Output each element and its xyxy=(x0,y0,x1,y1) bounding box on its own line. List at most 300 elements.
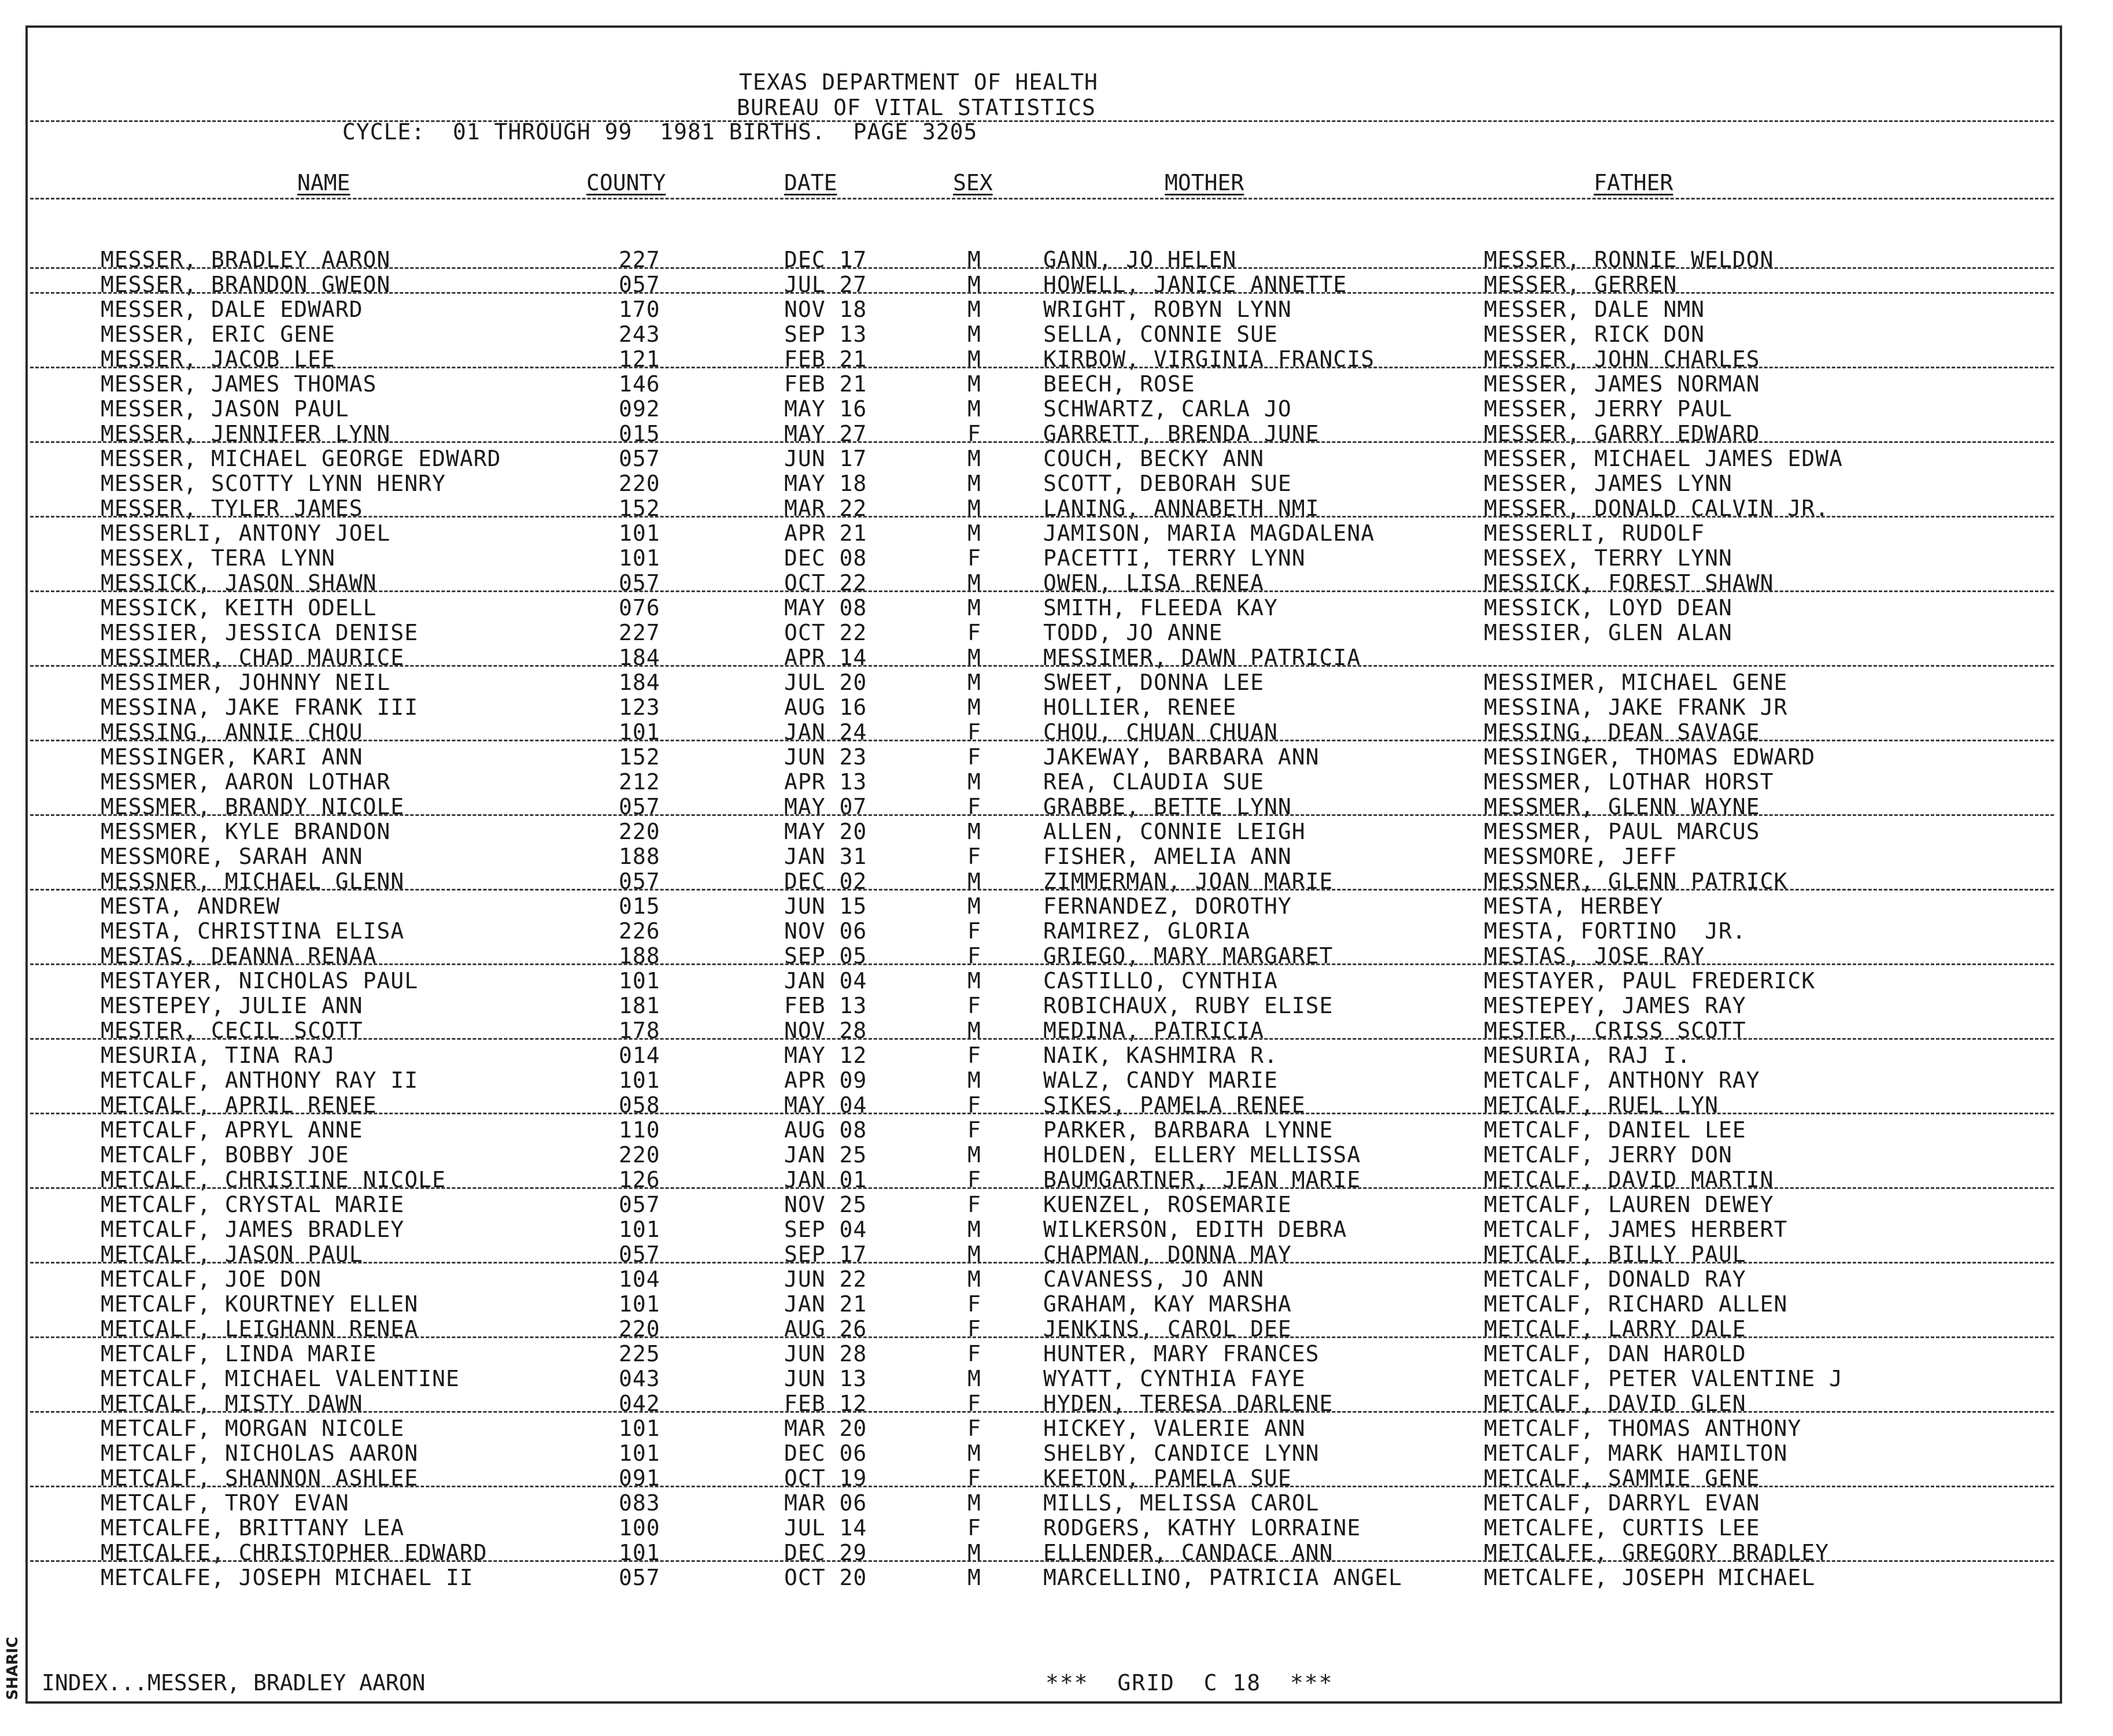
record-name: MESSICK, KEITH ODELL xyxy=(101,595,377,620)
record-sex: F xyxy=(967,1291,981,1317)
record-father: METCALF, LAUREN DEWEY xyxy=(1484,1192,1774,1217)
record-county: 042 xyxy=(619,1391,660,1416)
record-name: MESSER, JACOB LEE xyxy=(101,346,335,372)
record-row xyxy=(0,1168,2113,1192)
record-sex: M xyxy=(967,247,981,272)
record-row xyxy=(0,1491,2113,1516)
record-sex: F xyxy=(967,993,981,1018)
record-date: APR 13 xyxy=(784,769,867,795)
record-date: SEP 17 xyxy=(784,1242,867,1267)
record-sex: M xyxy=(967,1540,981,1565)
record-father: METCALF, DAVID MARTIN xyxy=(1484,1167,1774,1192)
record-county: 057 xyxy=(619,1242,660,1267)
record-mother: CHAPMAN, DONNA MAY xyxy=(1043,1242,1292,1267)
record-mother: KEETON, PAMELA SUE xyxy=(1043,1465,1292,1491)
record-date: JAN 31 xyxy=(784,844,867,869)
record-date: AUG 26 xyxy=(784,1316,867,1342)
record-row xyxy=(0,1317,2113,1342)
record-sex: M xyxy=(967,819,981,844)
record-name: METCALF, JAMES BRADLEY xyxy=(101,1217,405,1242)
record-sex: F xyxy=(967,545,981,571)
record-date: JAN 21 xyxy=(784,1291,867,1317)
record-sex: F xyxy=(967,1416,981,1441)
record-father: MESSICK, FOREST SHAWN xyxy=(1484,570,1774,596)
record-sex: M xyxy=(967,396,981,422)
record-date: JAN 04 xyxy=(784,968,867,993)
record-county: 152 xyxy=(619,744,660,770)
record-sex: M xyxy=(967,1266,981,1292)
record-sex: F xyxy=(967,1192,981,1217)
record-county: 043 xyxy=(619,1366,660,1391)
record-father: MESSICK, LOYD DEAN xyxy=(1484,595,1732,620)
record-father: METCALFE, JOSEPH MICHAEL xyxy=(1484,1565,1816,1590)
record-mother: MARCELLINO, PATRICIA ANGEL xyxy=(1043,1565,1402,1590)
record-name: METCALF, ANTHONY RAY II xyxy=(101,1068,419,1093)
record-date: NOV 06 xyxy=(784,918,867,944)
record-date: OCT 19 xyxy=(784,1465,867,1491)
column-header-date: DATE xyxy=(784,170,837,195)
record-date: MAR 06 xyxy=(784,1490,867,1516)
record-name: MESSER, DALE EDWARD xyxy=(101,297,363,322)
record-row xyxy=(0,496,2113,521)
record-county: 178 xyxy=(619,1018,660,1043)
record-date: AUG 16 xyxy=(784,695,867,720)
record-row xyxy=(0,1043,2113,1068)
record-name: METCALF, KOURTNEY ELLEN xyxy=(101,1291,419,1317)
record-father: MESSING, DEAN SAVAGE xyxy=(1484,719,1760,745)
record-father: METCALF, DONALD RAY xyxy=(1484,1266,1746,1292)
record-father: METCALF, JAMES HERBERT xyxy=(1484,1217,1788,1242)
cycle-line: CYCLE: 01 THROUGH 99 1981 BIRTHS. PAGE 3205 xyxy=(342,119,978,145)
record-mother: OWEN, LISA RENEA xyxy=(1043,570,1265,596)
record-county: 184 xyxy=(619,645,660,670)
record-father: MESTAS, JOSE RAY xyxy=(1484,943,1705,969)
record-county: 101 xyxy=(619,1540,660,1565)
record-mother: ROBICHAUX, RUBY ELISE xyxy=(1043,993,1333,1018)
record-father: MESSIMER, MICHAEL GENE xyxy=(1484,670,1788,695)
column-header-divider xyxy=(30,198,2054,200)
record-sex: M xyxy=(967,1018,981,1043)
record-row xyxy=(0,1018,2113,1043)
record-date: MAY 18 xyxy=(784,471,867,496)
record-county: 152 xyxy=(619,496,660,521)
record-county: 101 xyxy=(619,968,660,993)
record-mother: GANN, JO HELEN xyxy=(1043,247,1237,272)
record-name: METCALF, LEIGHANN RENEA xyxy=(101,1316,419,1342)
record-father: MESSEX, TERRY LYNN xyxy=(1484,545,1732,571)
record-father: MESSMORE, JEFF xyxy=(1484,844,1678,869)
record-row xyxy=(0,422,2113,446)
record-date: SEP 05 xyxy=(784,943,867,969)
record-county: 227 xyxy=(619,247,660,272)
record-name: METCALF, JOE DON xyxy=(101,1266,322,1292)
record-county: 104 xyxy=(619,1266,660,1292)
record-county: 101 xyxy=(619,1416,660,1441)
record-date: OCT 20 xyxy=(784,1565,867,1590)
column-header-mother: MOTHER xyxy=(1165,170,1244,195)
record-mother: PARKER, BARBARA LYNNE xyxy=(1043,1117,1333,1143)
record-date: DEC 02 xyxy=(784,869,867,894)
record-father: MESSNER, GLENN PATRICK xyxy=(1484,869,1788,894)
record-row xyxy=(0,620,2113,645)
record-father: MESSER, RONNIE WELDON xyxy=(1484,247,1774,272)
record-county: 126 xyxy=(619,1167,660,1192)
record-sex: M xyxy=(967,695,981,720)
record-name: MESSIER, JESSICA DENISE xyxy=(101,620,419,645)
record-row xyxy=(0,1466,2113,1491)
record-father: METCALF, BILLY PAUL xyxy=(1484,1242,1746,1267)
record-name: MESSER, JASON PAUL xyxy=(101,396,349,422)
record-name: METCALF, APRIL RENEE xyxy=(101,1092,377,1118)
record-row xyxy=(0,272,2113,297)
header-divider xyxy=(30,120,2054,122)
record-date: AUG 08 xyxy=(784,1117,867,1143)
record-sex: M xyxy=(967,371,981,397)
record-name: MESSER, TYLER JAMES xyxy=(101,496,363,521)
record-father: MESSER, DONALD CALVIN JR. xyxy=(1484,496,1829,521)
record-date: JAN 25 xyxy=(784,1142,867,1168)
record-father: MESSINA, JAKE FRANK JR xyxy=(1484,695,1788,720)
record-row xyxy=(0,670,2113,695)
record-county: 227 xyxy=(619,620,660,645)
record-row xyxy=(0,944,2113,969)
record-mother: COUCH, BECKY ANN xyxy=(1043,446,1265,471)
record-sex: M xyxy=(967,1242,981,1267)
record-mother: TODD, JO ANNE xyxy=(1043,620,1223,645)
record-name: METCALF, NICHOLAS AARON xyxy=(101,1440,419,1466)
record-row xyxy=(0,446,2113,471)
record-county: 226 xyxy=(619,918,660,944)
record-row xyxy=(0,969,2113,993)
record-name: MESSING, ANNIE CHOU xyxy=(101,719,363,745)
record-mother: MILLS, MELISSA CAROL xyxy=(1043,1490,1320,1516)
record-name: MESSINA, JAKE FRANK III xyxy=(101,695,419,720)
record-sex: F xyxy=(967,1465,981,1491)
record-county: 076 xyxy=(619,595,660,620)
record-name: METCALFE, CHRISTOPHER EDWARD xyxy=(101,1540,487,1565)
record-mother: WILKERSON, EDITH DEBRA xyxy=(1043,1217,1347,1242)
record-sex: M xyxy=(967,1142,981,1168)
record-sex: M xyxy=(967,1490,981,1516)
record-father: MESSER, JERRY PAUL xyxy=(1484,396,1732,422)
record-name: METCALF, LINDA MARIE xyxy=(101,1341,377,1366)
record-date: MAY 20 xyxy=(784,819,867,844)
record-mother: BAUMGARTNER, JEAN MARIE xyxy=(1043,1167,1361,1192)
record-date: MAY 07 xyxy=(784,794,867,819)
record-sex: M xyxy=(967,520,981,546)
record-father: MESSMER, PAUL MARCUS xyxy=(1484,819,1760,844)
bureau-title: BUREAU OF VITAL STATISTICS xyxy=(737,95,1096,120)
record-father: MESSER, GARRY EDWARD xyxy=(1484,421,1760,446)
record-row xyxy=(0,720,2113,745)
record-sex: F xyxy=(967,1167,981,1192)
record-mother: RODGERS, KATHY LORRAINE xyxy=(1043,1515,1361,1541)
record-sex: F xyxy=(967,1117,981,1143)
record-date: APR 21 xyxy=(784,520,867,546)
record-mother: GRAHAM, KAY MARSHA xyxy=(1043,1291,1292,1317)
record-county: 101 xyxy=(619,545,660,571)
record-father: MESSIER, GLEN ALAN xyxy=(1484,620,1732,645)
record-date: JUN 17 xyxy=(784,446,867,471)
record-father: MESTA, HERBEY xyxy=(1484,893,1664,919)
record-name: METCALF, APRYL ANNE xyxy=(101,1117,363,1143)
record-row xyxy=(0,1541,2113,1565)
record-row xyxy=(0,993,2113,1018)
record-row xyxy=(0,1143,2113,1168)
record-sex: M xyxy=(967,272,981,297)
record-county: 014 xyxy=(619,1043,660,1068)
record-date: MAR 20 xyxy=(784,1416,867,1441)
record-name: MESSER, BRADLEY AARON xyxy=(101,247,391,272)
record-name: MESSER, ERIC GENE xyxy=(101,322,335,347)
record-sex: F xyxy=(967,1092,981,1118)
record-name: MESSICK, JASON SHAWN xyxy=(101,570,377,596)
record-mother: LANING, ANNABETH NMI xyxy=(1043,496,1320,521)
record-county: 184 xyxy=(619,670,660,695)
record-sex: M xyxy=(967,322,981,347)
record-name: MESTAYER, NICHOLAS PAUL xyxy=(101,968,419,993)
record-row xyxy=(0,471,2113,496)
record-row xyxy=(0,521,2113,546)
record-date: MAR 22 xyxy=(784,496,867,521)
record-mother: HICKEY, VALERIE ANN xyxy=(1043,1416,1306,1441)
record-name: MESSIMER, CHAD MAURICE xyxy=(101,645,405,670)
record-name: METCALF, TROY EVAN xyxy=(101,1490,349,1516)
record-sex: F xyxy=(967,794,981,819)
record-date: MAY 27 xyxy=(784,421,867,446)
record-sex: M xyxy=(967,645,981,670)
record-name: METCALF, CHRISTINE NICOLE xyxy=(101,1167,446,1192)
record-date: JUN 23 xyxy=(784,744,867,770)
record-name: MESSEX, TERA LYNN xyxy=(101,545,335,571)
record-sex: M xyxy=(967,1366,981,1391)
record-sex: M xyxy=(967,1440,981,1466)
record-name: METCALF, MORGAN NICOLE xyxy=(101,1416,405,1441)
record-father: MESSINGER, THOMAS EDWARD xyxy=(1484,744,1816,770)
record-row xyxy=(0,1292,2113,1317)
record-date: JUL 20 xyxy=(784,670,867,695)
record-sex: F xyxy=(967,918,981,944)
sharic-stamp: SHARIC xyxy=(4,1637,21,1700)
record-sex: F xyxy=(967,620,981,645)
record-row xyxy=(0,1441,2113,1466)
record-mother: ZIMMERMAN, JOAN MARIE xyxy=(1043,869,1333,894)
record-name: MESURIA, TINA RAJ xyxy=(101,1043,335,1068)
record-date: OCT 22 xyxy=(784,620,867,645)
column-header-father: FATHER xyxy=(1594,170,1674,195)
record-sex: M xyxy=(967,893,981,919)
record-county: 101 xyxy=(619,1440,660,1466)
record-mother: ALLEN, CONNIE LEIGH xyxy=(1043,819,1306,844)
record-mother: WALZ, CANDY MARIE xyxy=(1043,1068,1278,1093)
record-mother: HYDEN, TERESA DARLENE xyxy=(1043,1391,1333,1416)
record-row xyxy=(0,1118,2113,1143)
record-row xyxy=(0,645,2113,670)
record-mother: NAIK, KASHMIRA R. xyxy=(1043,1043,1278,1068)
record-date: NOV 28 xyxy=(784,1018,867,1043)
record-sex: M xyxy=(967,1217,981,1242)
record-sex: M xyxy=(967,769,981,795)
record-father: MESSMER, LOTHAR HORST xyxy=(1484,769,1774,795)
record-sex: M xyxy=(967,496,981,521)
record-row xyxy=(0,1416,2113,1441)
record-date: JAN 24 xyxy=(784,719,867,745)
record-sex: M xyxy=(967,570,981,596)
record-county: 220 xyxy=(619,1142,660,1168)
column-header-name: NAME xyxy=(297,170,350,195)
record-father: MESSER, JAMES LYNN xyxy=(1484,471,1732,496)
record-row xyxy=(0,819,2113,844)
record-county: 057 xyxy=(619,1192,660,1217)
record-sex: M xyxy=(967,1068,981,1093)
record-name: MESTA, CHRISTINA ELISA xyxy=(101,918,405,944)
record-row xyxy=(0,372,2113,397)
record-county: 100 xyxy=(619,1515,660,1541)
record-county: 225 xyxy=(619,1341,660,1366)
record-county: 092 xyxy=(619,396,660,422)
record-date: MAY 12 xyxy=(784,1043,867,1068)
record-name: MESTER, CECIL SCOTT xyxy=(101,1018,363,1043)
record-date: MAY 04 xyxy=(784,1092,867,1118)
record-date: OCT 22 xyxy=(784,570,867,596)
record-mother: WRIGHT, ROBYN LYNN xyxy=(1043,297,1292,322)
record-sex: M xyxy=(967,1565,981,1590)
record-sex: M xyxy=(967,446,981,471)
record-date: MAY 16 xyxy=(784,396,867,422)
record-county: 057 xyxy=(619,570,660,596)
record-county: 101 xyxy=(619,1291,660,1317)
record-name: METCALF, MISTY DAWN xyxy=(101,1391,363,1416)
record-date: JUN 28 xyxy=(784,1341,867,1366)
record-name: MESSER, SCOTTY LYNN HENRY xyxy=(101,471,446,496)
record-sex: F xyxy=(967,1515,981,1541)
record-father: METCALF, SAMMIE GENE xyxy=(1484,1465,1760,1491)
record-county: 057 xyxy=(619,869,660,894)
record-name: MESSER, JENNIFER LYNN xyxy=(101,421,391,446)
record-mother: HUNTER, MARY FRANCES xyxy=(1043,1341,1320,1366)
record-row xyxy=(0,894,2113,919)
record-date: APR 09 xyxy=(784,1068,867,1093)
record-father: MESSER, GERREN xyxy=(1484,272,1678,297)
record-mother: SMITH, FLEEDA KAY xyxy=(1043,595,1278,620)
record-sex: F xyxy=(967,719,981,745)
record-sex: M xyxy=(967,968,981,993)
record-name: MESSER, MICHAEL GEORGE EDWARD xyxy=(101,446,501,471)
record-father: MESSERLI, RUDOLF xyxy=(1484,520,1705,546)
record-mother: CAVANESS, JO ANN xyxy=(1043,1266,1265,1292)
record-county: 015 xyxy=(619,421,660,446)
record-row xyxy=(0,1516,2113,1541)
record-date: MAY 08 xyxy=(784,595,867,620)
record-row xyxy=(0,919,2113,944)
record-father: MESSER, DALE NMN xyxy=(1484,297,1705,322)
record-date: FEB 21 xyxy=(784,346,867,372)
record-name: METCALF, JASON PAUL xyxy=(101,1242,363,1267)
column-header-sex: SEX xyxy=(953,170,993,195)
record-mother: KUENZEL, ROSEMARIE xyxy=(1043,1192,1292,1217)
record-name: METCALF, SHANNON ASHLEE xyxy=(101,1465,419,1491)
record-name: METCALFE, JOSEPH MICHAEL II xyxy=(101,1565,474,1590)
record-county: 121 xyxy=(619,346,660,372)
record-county: 220 xyxy=(619,1316,660,1342)
record-row xyxy=(0,795,2113,819)
record-father: MESSMER, GLENN WAYNE xyxy=(1484,794,1760,819)
record-name: MESSMER, AARON LOTHAR xyxy=(101,769,391,795)
record-county: 057 xyxy=(619,1565,660,1590)
record-father: MESSER, JAMES NORMAN xyxy=(1484,371,1760,397)
record-mother: BEECH, ROSE xyxy=(1043,371,1195,397)
record-mother: JAMISON, MARIA MAGDALENA xyxy=(1043,520,1375,546)
record-row xyxy=(0,1391,2113,1416)
record-mother: HOLDEN, ELLERY MELLISSA xyxy=(1043,1142,1361,1168)
record-father: METCALF, DARRYL EVAN xyxy=(1484,1490,1760,1516)
record-name: METCALF, MICHAEL VALENTINE xyxy=(101,1366,460,1391)
record-county: 188 xyxy=(619,844,660,869)
record-row xyxy=(0,322,2113,347)
record-name: MESTA, ANDREW xyxy=(101,893,280,919)
record-date: JUN 13 xyxy=(784,1366,867,1391)
record-sex: M xyxy=(967,297,981,322)
record-date: JUL 27 xyxy=(784,272,867,297)
record-row xyxy=(0,869,2113,894)
record-row xyxy=(0,695,2113,720)
record-name: MESTEPEY, JULIE ANN xyxy=(101,993,363,1018)
record-sex: M xyxy=(967,670,981,695)
record-row xyxy=(0,297,2113,322)
record-mother: HOWELL, JANICE ANNETTE xyxy=(1043,272,1347,297)
record-date: JUN 22 xyxy=(784,1266,867,1292)
record-mother: FERNANDEZ, DOROTHY xyxy=(1043,893,1292,919)
record-date: JUL 14 xyxy=(784,1515,867,1541)
record-father: MESSER, JOHN CHARLES xyxy=(1484,346,1760,372)
record-mother: JAKEWAY, BARBARA ANN xyxy=(1043,744,1320,770)
record-father: METCALF, LARRY DALE xyxy=(1484,1316,1746,1342)
record-sex: F xyxy=(967,421,981,446)
record-county: 015 xyxy=(619,893,660,919)
record-county: 057 xyxy=(619,446,660,471)
record-row xyxy=(0,546,2113,571)
record-date: DEC 08 xyxy=(784,545,867,571)
record-county: 170 xyxy=(619,297,660,322)
record-mother: PACETTI, TERRY LYNN xyxy=(1043,545,1306,571)
record-mother: JENKINS, CAROL DEE xyxy=(1043,1316,1292,1342)
record-row xyxy=(0,1192,2113,1217)
record-name: MESSIMER, JOHNNY NEIL xyxy=(101,670,391,695)
record-mother: MEDINA, PATRICIA xyxy=(1043,1018,1265,1043)
record-mother: FISHER, AMELIA ANN xyxy=(1043,844,1292,869)
record-father: MESTA, FORTINO JR. xyxy=(1484,918,1746,944)
record-name: MESTAS, DEANNA RENAA xyxy=(101,943,377,969)
record-father: MESSER, RICK DON xyxy=(1484,322,1705,347)
record-mother: RAMIREZ, GLORIA xyxy=(1043,918,1251,944)
record-father: METCALFE, GREGORY BRADLEY xyxy=(1484,1540,1829,1565)
record-father: METCALF, ANTHONY RAY xyxy=(1484,1068,1760,1093)
record-date: DEC 17 xyxy=(784,247,867,272)
record-mother: KIRBOW, VIRGINIA FRANCIS xyxy=(1043,346,1375,372)
record-name: MESSINGER, KARI ANN xyxy=(101,744,363,770)
footer-grid-ref: *** GRID C 18 *** xyxy=(1046,1670,1333,1696)
record-county: 188 xyxy=(619,943,660,969)
record-father: MESSER, MICHAEL JAMES EDWA xyxy=(1484,446,1843,471)
record-father: MESTAYER, PAUL FREDERICK xyxy=(1484,968,1816,993)
record-mother: SELLA, CONNIE SUE xyxy=(1043,322,1278,347)
record-mother: MESSIMER, DAWN PATRICIA xyxy=(1043,645,1361,670)
record-sex: F xyxy=(967,1341,981,1366)
record-county: 101 xyxy=(619,1217,660,1242)
record-father: METCALF, THOMAS ANTHONY xyxy=(1484,1416,1802,1441)
record-father: MESURIA, RAJ I. xyxy=(1484,1043,1691,1068)
record-name: METCALF, BOBBY JOE xyxy=(101,1142,349,1168)
